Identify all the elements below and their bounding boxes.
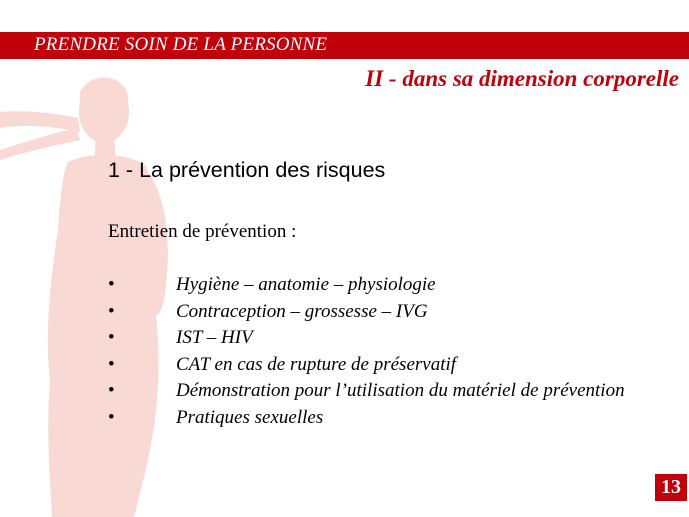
list-item-text: IST – HIV (176, 327, 253, 348)
intro-text: Entretien de prévention : (108, 221, 297, 242)
list-item-text: Pratiques sexuelles (176, 406, 324, 428)
list-item (108, 299, 648, 326)
slide-subtitle: II - dans sa dimension corporelle (365, 66, 679, 91)
bullet-icon: • (108, 353, 115, 375)
list-item-text: Démonstration pour l’utilisation du matériel de prévention (176, 380, 625, 401)
woman-silhouette (0, 0, 200, 517)
list-item (108, 272, 648, 299)
list-item (108, 405, 648, 432)
list-item (108, 325, 648, 352)
bullet-icon: • (108, 274, 115, 295)
list-item (108, 352, 648, 379)
bullet-icon: • (108, 406, 115, 428)
bullet-icon: • (108, 300, 115, 322)
section-title: 1 - La prévention des risques (108, 158, 386, 182)
bullet-icon: • (108, 380, 115, 401)
list-item-text: CAT en cas de rupture de préservatif (176, 353, 457, 375)
page-number: 13 (655, 474, 687, 501)
banner-title: PRENDRE SOIN DE LA PERSONNE (34, 34, 328, 55)
list-item (108, 378, 648, 405)
list-item-text: Hygiène – anatomie – physiologie (176, 274, 436, 295)
bullet-icon: • (108, 327, 115, 348)
bullet-list (108, 272, 648, 431)
list-item-text: Contraception – grossesse – IVG (176, 300, 428, 322)
